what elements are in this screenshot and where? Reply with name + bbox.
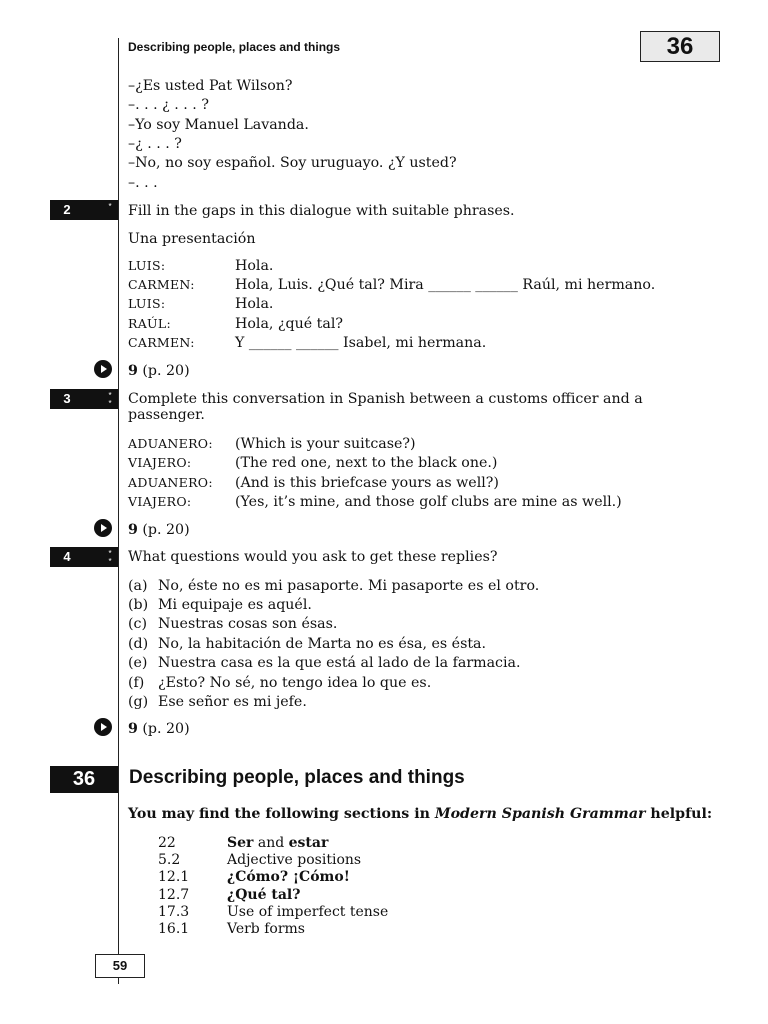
play-icon: [94, 718, 112, 736]
reference-topic: Verb forms: [227, 921, 305, 937]
exercise-4-marker: [50, 547, 118, 567]
ref-number: 9: [128, 363, 138, 379]
speaker: CARMEN:: [128, 335, 195, 350]
difficulty-star-icon: *: [108, 202, 112, 211]
exercise-number: 4: [63, 549, 71, 564]
dialogue-text: Y ______ ______ Isabel, mi hermana.: [235, 335, 487, 351]
reference-topic: ¿Qué tal?: [227, 887, 301, 903]
item-label: (d): [128, 636, 149, 652]
exercise-number: 2: [63, 202, 71, 217]
exercise-3-marker: [50, 389, 118, 409]
exercise-2-marker: [50, 200, 118, 220]
reference-section-number: 12.1: [158, 869, 190, 885]
dialogue-subtitle: Una presentación: [128, 231, 256, 247]
item-label: (g): [128, 694, 149, 710]
item-text: Mi equipaje es aquél.: [158, 597, 312, 613]
dialogue-text: (Which is your suitcase?): [235, 436, 416, 452]
dialogue-text: Hola.: [235, 296, 274, 312]
dialogue-line: –Yo soy Manuel Lavanda.: [128, 117, 309, 133]
reference-section-number: 17.3: [158, 904, 190, 920]
item-label: (a): [128, 578, 148, 594]
dialogue-line: –¿ . . . ?: [128, 136, 182, 152]
item-text: No, la habitación de Marta no es ésa, es ésta.: [158, 636, 487, 652]
speaker: VIAJERO:: [128, 494, 192, 509]
reference-topic: ¿Cómo? ¡Cómo!: [227, 869, 350, 885]
cross-reference: [128, 521, 190, 539]
difficulty-star-icon: * *: [108, 549, 112, 566]
dialogue-text: Hola, ¿qué tal?: [235, 316, 343, 332]
chapter-number-box: 36: [640, 31, 720, 62]
difficulty-star-icon: * *: [108, 391, 112, 408]
reference-section-number: 16.1: [158, 921, 190, 937]
dialogue-line: –. . . ¿ . . . ?: [128, 97, 209, 113]
ref-number: 9: [128, 721, 138, 737]
item-label: (c): [128, 616, 148, 632]
reference-section-number: 22: [158, 835, 176, 851]
book-title: Modern Spanish Grammar: [434, 806, 646, 822]
dialogue-text: (The red one, next to the black one.): [235, 455, 498, 471]
dialogue-text: (Yes, it’s mine, and those golf clubs are mine as well.): [235, 494, 622, 510]
ref-page: (p. 20): [142, 522, 190, 538]
item-text: No, éste no es mi pasaporte. Mi pasaporte es el otro.: [158, 578, 540, 594]
item-text: ¿Esto? No sé, no tengo idea lo que es.: [158, 675, 432, 691]
exercise-instruction: passenger.: [128, 407, 205, 423]
exercise-instruction: Fill in the gaps in this dialogue with suitable phrases.: [128, 203, 515, 219]
reference-section-number: 12.7: [158, 887, 190, 903]
cross-reference: [128, 720, 190, 738]
item-text: Nuestra casa es la que está al lado de la farmacia.: [158, 655, 521, 671]
dialogue-text: Hola, Luis. ¿Qué tal? Mira ______ ______ Raúl, mi hermano.: [235, 277, 656, 293]
speaker: LUIS:: [128, 296, 166, 311]
play-icon: [94, 519, 112, 537]
ref-page: (p. 20): [142, 363, 190, 379]
dialogue-line: –. . .: [128, 175, 158, 191]
speaker: ADUANERO:: [128, 475, 213, 490]
speaker: LUIS:: [128, 258, 166, 273]
reference-topic: Use of imperfect tense: [227, 904, 389, 920]
item-label: (b): [128, 597, 149, 613]
dialogue-text: (And is this briefcase yours as well?): [235, 475, 499, 491]
section-intro: You may find the following sections in Modern Spanish Grammar helpful:: [128, 806, 713, 822]
item-text: Ese señor es mi jefe.: [158, 694, 307, 710]
dialogue-text: Hola.: [235, 258, 274, 274]
ref-page: (p. 20): [142, 721, 190, 737]
speaker: RAÚL:: [128, 316, 171, 331]
dialogue-line: –¿Es usted Pat Wilson?: [128, 78, 293, 94]
exercise-number: 3: [63, 391, 71, 406]
exercise-instruction: What questions would you ask to get these replies?: [128, 549, 498, 565]
section-title: Describing people, places and things: [129, 767, 465, 788]
dialogue-line: –No, no soy español. Soy uruguayo. ¿Y usted?: [128, 155, 457, 171]
speaker: VIAJERO:: [128, 455, 192, 470]
section-number: 36: [50, 766, 118, 793]
speaker: CARMEN:: [128, 277, 195, 292]
ref-number: 9: [128, 522, 138, 538]
exercise-instruction: Complete this conversation in Spanish between a customs officer and a: [128, 391, 643, 407]
page-number: 59: [95, 954, 145, 978]
reference-topic: Ser and estar: [227, 835, 329, 851]
item-text: Nuestras cosas son ésas.: [158, 616, 338, 632]
item-label: (e): [128, 655, 148, 671]
play-icon: [94, 360, 112, 378]
margin-rule: [118, 38, 119, 984]
reference-section-number: 5.2: [158, 852, 181, 868]
speaker: ADUANERO:: [128, 436, 213, 451]
cross-reference: [128, 362, 190, 380]
reference-topic: Adjective positions: [227, 852, 362, 868]
item-label: (f): [128, 675, 145, 691]
running-head: Describing people, places and things: [128, 40, 341, 54]
